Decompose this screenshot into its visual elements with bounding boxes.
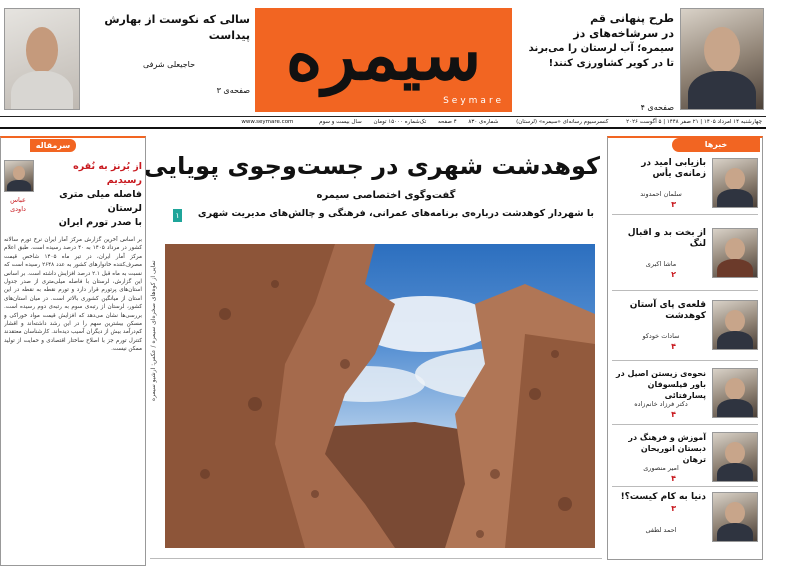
sidebar-item-photo: [712, 228, 758, 278]
dateline-issue: شماره‌ی ۸۳۰: [468, 119, 499, 125]
main-photo-rock-landscape[interactable]: [165, 244, 595, 548]
dateline-pages: ۴ صفحه: [437, 119, 457, 125]
editorial-title-1: از بُرنز به نُقره رسیدیم: [73, 161, 142, 186]
dateline-publisher: کنسرسیوم رسانه‌ای «سیمره» (لرستان): [516, 119, 609, 125]
left-portrait-photo: [4, 8, 80, 110]
sidebar-item-photo: [712, 368, 758, 418]
main-subhead: با شهردار کوهدشت درباره‌ی برنامه‌های عمرانی، فرهنگی و چالش‌های مدیریت شهری: [197, 208, 594, 219]
editorial-author: عباس داودی: [10, 196, 26, 213]
sidebar-item-author: سلمان احمدوند: [640, 190, 682, 198]
sidebar-header: خبرها: [672, 138, 760, 152]
logo-block[interactable]: [255, 8, 512, 112]
dateline-website[interactable]: www.seymare.com: [241, 119, 294, 125]
masthead: [0, 0, 800, 118]
sidebar-item-title: بازیابی امید در زمانه‌ی یأس: [641, 158, 706, 179]
editorial-headline[interactable]: [38, 160, 142, 230]
sidebar-item-author: امیر منصوری: [643, 464, 679, 472]
sidebar-item[interactable]: [610, 488, 760, 546]
dateline-year: سال بیست و سوم: [319, 119, 362, 125]
left-teaser[interactable]: [88, 12, 250, 98]
editorial-header: سرمقاله: [30, 139, 76, 152]
sidebar-item[interactable]: [610, 364, 760, 422]
dateline-date: چهارشنبه ۱۴ امرداد ۱۴۰۵ | ۲۱ صفر ۱۴۴۸ | ۵ آگوست ۲۰۲۶: [626, 119, 762, 125]
left-teaser-line-1: سالی که نکوست از بهارش: [104, 13, 250, 26]
editorial-body: بر اساس آخرین گزارش مرکز آمار ایران نرخ تورم سالانه کشور در مرداد ۱۴۰۵ به ۴۰ درصد رسیده است. طبق اعلام مرکز آمار ایران، در تیر ماه ۱۴۰۵ شاخص قیمت مصرف‌کننده خانوارهای کشور به عدد ۲۶۴۸ رسیده است که نسبت به ماه قبل ۲.۱ درصد افزایش داشته است. بر اساس این گزارش، لرستان با فاصله میلی‌متری از صدر جدول استان‌های پرتورم قرار دارد و تورم نقطه به نقطه در این استان از میانگین کشوری بالاتر است. در میان استان‌های کشور، لرستان از رتبه‌ی سوم به رتبه‌ی دوم رسیده است. بررسی‌ها نشان می‌دهد که افزایش قیمت مواد خوراکی و مسکن بیشترین سهم را در این رشد داشته‌اند و اقشار کم‌درآمد بیش از دیگران آسیب دیده‌اند. کارشناسان معتقدند کنترل تورم جز با اصلاح ساختار اقتصادی و حمایت از تولید ممکن نیست.: [4, 237, 142, 353]
sidebar-item-title: قلعه‌ی پای آستان کوهدشت: [629, 300, 706, 321]
sidebar-divider: [612, 290, 758, 291]
sidebar-item-photo: [712, 300, 758, 350]
sidebar-item-page: ۴: [671, 342, 676, 351]
sidebar-divider: [612, 424, 758, 425]
sidebar-item-page: ۳: [671, 504, 676, 513]
bottom-rule: [150, 558, 602, 559]
sidebar-divider: [612, 486, 758, 487]
sidebar-item-title: نحوه‌ی زیستن اصیل در باور فیلسوفان پسارفتائی: [616, 369, 706, 400]
sidebar-divider: [612, 214, 758, 215]
right-teaser-page: صفحه‌ی ۴: [640, 103, 674, 112]
right-teaser[interactable]: [512, 12, 674, 115]
editorial-author-photo: [4, 160, 34, 192]
sidebar-item[interactable]: [610, 224, 760, 282]
logo-latin: Seymare: [443, 96, 504, 106]
sidebar-item-photo: [712, 492, 758, 542]
right-teaser-line-3: تا در کویر کشاورزی کنند!: [548, 58, 674, 69]
logo-wordmark: سیمره: [285, 13, 482, 96]
main-headline[interactable]: کوهدشت شهری در جست‌وجوی پویایی: [143, 152, 600, 180]
right-teaser-line-1: در سرشاخه‌های دز: [573, 27, 674, 40]
dateline-price: تک‌شماره ۱۵۰۰۰ تومان: [373, 119, 427, 125]
sidebar-item[interactable]: [610, 154, 760, 212]
sidebar-item-photo: [712, 158, 758, 208]
editorial-title-2: فاصله میلی متری لرستان: [59, 189, 142, 214]
right-portrait-photo: [680, 8, 764, 110]
main-page-badge: ۱: [173, 209, 182, 222]
sidebar-item-page: ۳: [671, 200, 676, 209]
sidebar-item-title: آموزش و فرهنگ در دبستان انوریحان ترهان: [628, 433, 706, 464]
rock-illustration: [165, 244, 595, 548]
sidebar-item-title: دنیا به کام کیست؟!: [620, 492, 706, 502]
right-teaser-line-2: سیمره؛ آب لرستان را می‌برند: [528, 43, 674, 54]
sidebar-item-author: دکتر فرزاد خانم‌زاده: [634, 400, 688, 408]
editorial-title-3: با صدر تورم ایران: [58, 217, 142, 228]
sidebar-item[interactable]: [610, 296, 760, 354]
right-teaser-kicker: طرح پنهانی قم: [590, 12, 674, 25]
main-photo-caption: نمایی از کوه‌های صخره‌ای سیمره / عکس: آرشیو سیمره: [150, 260, 157, 401]
sidebar-item-author: سادات خودکو: [642, 332, 680, 340]
sidebar-divider: [612, 360, 758, 361]
sidebar-item-author: ماشا اکبری: [645, 260, 677, 268]
left-teaser-author: حاجیعلی شرفی: [142, 60, 196, 69]
sidebar-item-title: از بخت بد و اقبال لنگ: [627, 228, 706, 249]
dateline-bottom-rule: [0, 127, 766, 129]
sidebar-item-author: احمد لطفی: [645, 526, 677, 534]
sidebar-item-photo: [712, 432, 758, 482]
sidebar-item-page: ۴: [671, 474, 676, 483]
sidebar-item-page: ۲: [671, 270, 676, 279]
main-kicker: گفت‌وگوی اختصاصی سیمره: [316, 190, 456, 201]
left-teaser-line-2: پیداست: [208, 29, 250, 42]
sidebar-item[interactable]: [610, 428, 760, 486]
sidebar-item-page: ۴: [671, 410, 676, 419]
left-teaser-page: صفحه‌ی ۳: [216, 86, 250, 95]
dateline: [0, 117, 766, 127]
